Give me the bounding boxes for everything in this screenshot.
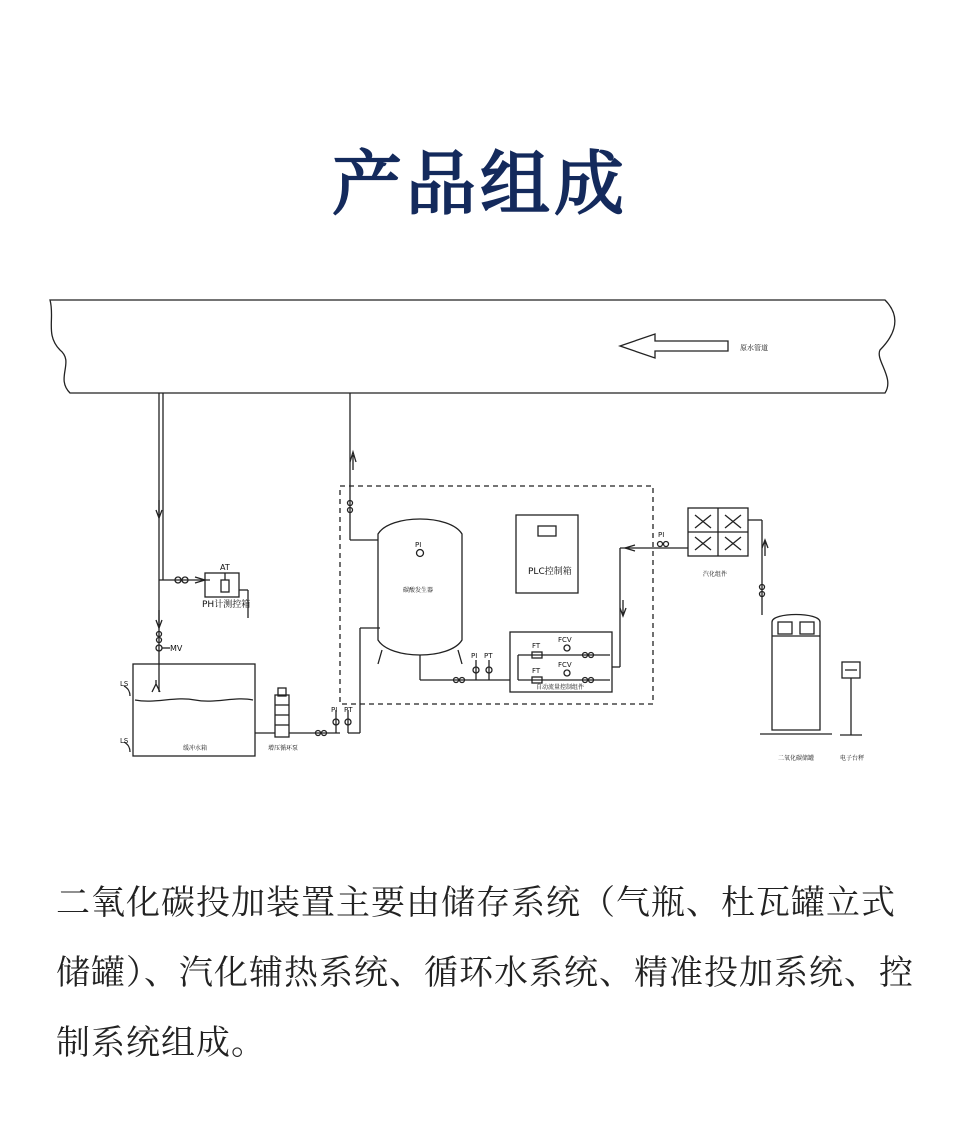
ph-meter-box <box>205 573 239 597</box>
description-text: 二氧化碳投加装置主要由储存系统（气瓶、杜瓦罐立式储罐）、汽化辅热系统、循环水系统、精准投加系统、控制系统组成。 <box>56 883 914 1063</box>
ft-bottom-label: FT <box>532 667 541 675</box>
flow-direction-arrow <box>620 334 728 358</box>
plc-label: PLC控制箱 <box>528 567 572 577</box>
fcv-top-label: FCV <box>558 636 572 644</box>
booster-pump <box>275 695 289 737</box>
ph-meter-label: PH计测控箱 <box>202 600 251 610</box>
buffer-tank-label: 缓冲水箱 <box>183 745 208 752</box>
booster-pump-label: 增压循环泵 <box>268 745 299 752</box>
plc-cabinet <box>516 515 578 593</box>
pt-pump-label: PT <box>344 706 353 714</box>
flow-control-label: 自动流量控制组件 <box>536 684 585 691</box>
mv-label: MV <box>170 644 183 653</box>
co2-tank-label: 二氧化碳储罐 <box>778 755 815 762</box>
ft-top-label: FT <box>532 642 541 650</box>
vaporizer-label: 汽化组件 <box>703 571 728 578</box>
pt-out-label: PT <box>484 652 493 660</box>
fcv-bottom-label: FCV <box>558 661 572 669</box>
at-label: AT <box>220 563 230 572</box>
co2-storage-tank <box>772 615 820 731</box>
pi-vaporizer-label: PI <box>658 531 665 539</box>
pi-pump-label: PI <box>331 706 338 714</box>
ls-bottom-label: LS <box>120 737 129 745</box>
pi-vessel-label: PI <box>415 541 422 549</box>
skid-enclosure <box>340 486 653 704</box>
page-title: 产品组成 <box>332 143 628 225</box>
ls-top-label: LS <box>120 680 129 688</box>
buffer-tank <box>133 664 255 756</box>
scale-label: 电子台秤 <box>840 755 865 762</box>
raw-water-pipe <box>50 300 895 393</box>
pi-out-label: PI <box>471 652 478 660</box>
dissolver-label: 碳酸发生器 <box>403 587 434 594</box>
main-pipe-label: 原水管道 <box>740 344 768 352</box>
process-flow-diagram <box>0 280 960 780</box>
